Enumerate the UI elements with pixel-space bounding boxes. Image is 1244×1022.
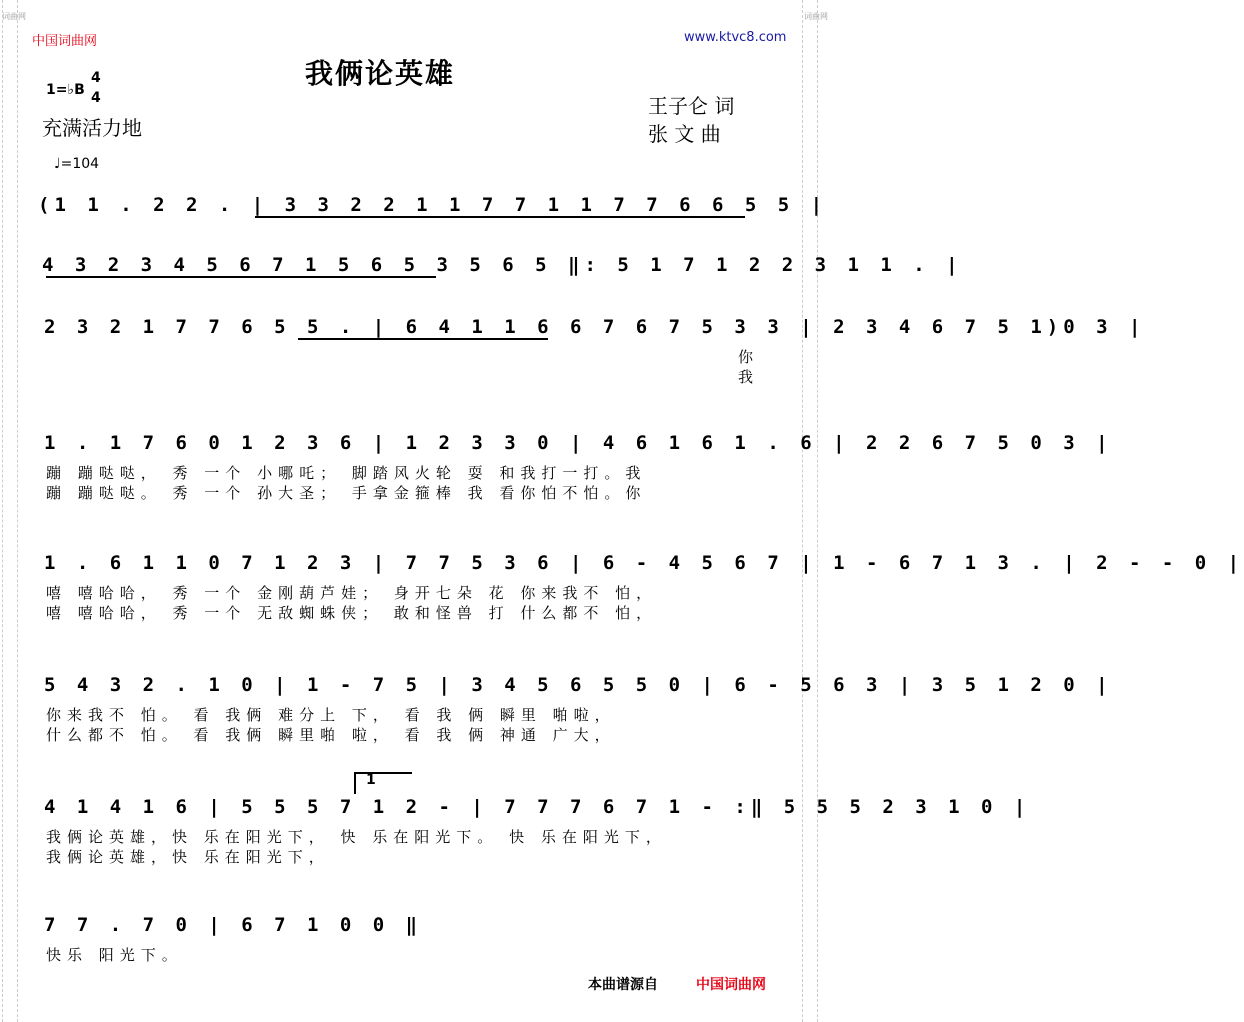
tempo-mood: 充满活力地 [42,116,142,140]
site-url[interactable]: www.ktvc8.com [684,30,787,45]
score-line-7: 4 1 4 1 6 | 5 5 5 7 1 2 - | 7 7 7 6 7 1 - :‖ 5 5 5 2 3 1 0 | [44,796,1031,818]
time-signature-bottom: 4 [91,90,101,106]
lyric-line-5b: 嘻 嘻哈哈， 秀 一个 无敌蜘蛛侠； 敢和怪兽 打 什么都不 怕， [46,604,658,622]
lyric-line-7b: 我俩论英雄，快 乐在阳光下， [46,848,330,866]
tempo-marking: ♩=104 [54,156,100,172]
left-watermark-text: 词曲网 [2,12,26,21]
lyric-line-5a: 嘻 嘻哈哈， 秀 一个 金刚葫芦娃； 身开七朵 花 你来我不 怕， [46,584,658,602]
score-line-2: 4 3 2 3 4 5 6 7 1 5 6 5 3 5 6 5 ‖: 5 1 7 1 2 2 3 1 1 . | [42,254,963,276]
source-label: 本曲谱源自 [588,977,658,993]
lyric-line-4a: 蹦 蹦哒哒， 秀 一个 小哪吒； 脚踏风火轮 耍 和我打一打。我 [46,464,647,482]
beam-line-3 [298,338,548,340]
score-line-1: (1 1 . 2 2 . | 3 3 2 2 1 1 7 7 1 1 7 7 6 6 5 5 | [38,194,828,216]
song-title: 我俩论英雄 [305,57,456,90]
site-name-top[interactable]: 中国词曲网 [32,34,98,49]
lyric-line-6b: 什么都不 怕。 看 我俩 瞬里啪 啦， 看 我 俩 神通 广大， [46,726,616,744]
lyric-line-3b: 我 [738,368,760,386]
beam-line-2 [46,276,436,278]
score-line-6: 5 4 3 2 . 1 0 | 1 - 7 5 | 3 4 5 6 5 5 0 | 6 - 5 6 3 | 3 5 1 2 0 | [44,674,1113,696]
score-line-8: 7 7 . 7 0 | 6 7 1 0 0 ‖ [44,914,423,936]
score-line-4: 1 . 1 7 6 0 1 2 3 6 | 1 2 3 3 0 | 4 6 1 6 1 . 6 | 2 2 6 7 5 0 3 | [44,432,1113,454]
first-ending-number: 1 [366,772,376,788]
lyric-line-3a: 你 [738,348,760,366]
key-signature: 1=♭B [46,82,85,98]
composer: 张 文 曲 [648,122,721,146]
lyric-line-6a: 你来我不 怕。 看 我俩 难分上 下， 看 我 俩 瞬里 啪啦， [46,706,616,724]
first-ending-bracket [354,772,412,794]
score-line-5: 1 . 6 1 1 0 7 1 2 3 | 7 7 5 3 6 | 6 - 4 5 6 7 | 1 - 6 7 1 3 . | 2 - - 0 | [44,552,1244,574]
score-line-3: 2 3 2 1 7 7 6 5 5 . | 6 4 1 1 6 6 7 6 7 5 3 3 | 2 3 4 6 7 5 1)0 3 | [44,316,1146,338]
lyric-line-4b: 蹦 蹦哒哒。 秀 一个 孙大圣； 手拿金箍棒 我 看你怕不怕。你 [46,484,647,502]
right-watermark-strip [802,0,828,1022]
lyric-line-7a: 我俩论英雄，快 乐在阳光下， 快 乐在阳光下。 快 乐在阳光下， [46,828,667,846]
time-signature-top: 4 [91,70,101,86]
left-watermark-strip [2,0,26,1022]
lyricist: 王子仑 词 [648,94,735,118]
source-site-link[interactable]: 中国词曲网 [696,977,766,993]
beam-line-1 [255,216,745,218]
right-watermark-text: 词曲网 [804,12,828,21]
lyric-line-8a: 快乐 阳光下。 [46,946,183,964]
